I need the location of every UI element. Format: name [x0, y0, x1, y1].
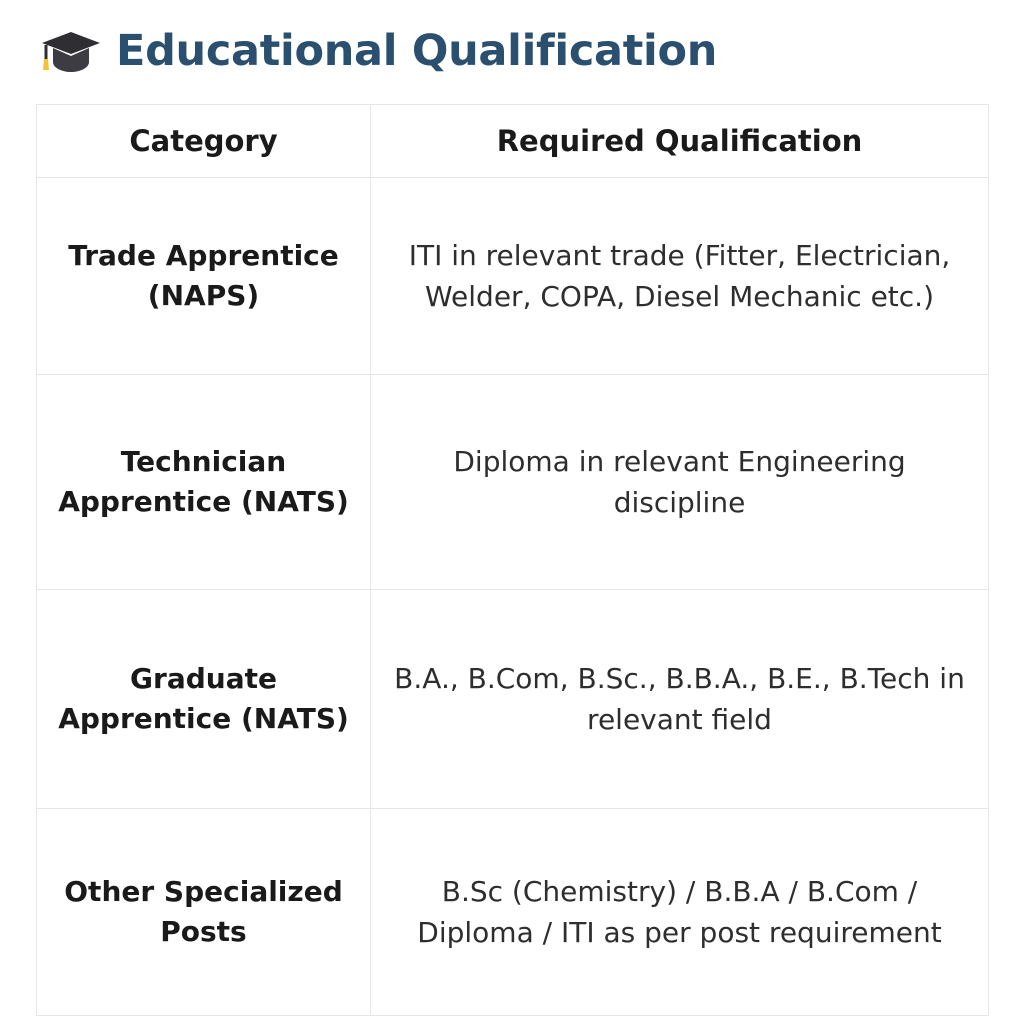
cell-category: Trade Apprentice (NAPS) — [37, 178, 371, 375]
qualification-table — [36, 104, 989, 1016]
table-row — [37, 809, 989, 1016]
table-header-row — [37, 105, 989, 178]
cell-qualification: B.A., B.Com, B.Sc., B.B.A., B.E., B.Tech in relevant field — [371, 590, 989, 809]
cell-qualification: ITI in relevant trade (Fitter, Electrician, Welder, COPA, Diesel Mechanic etc.) — [371, 178, 989, 375]
cell-category: Graduate Apprentice (NATS) — [37, 590, 371, 809]
cell-qualification: B.Sc (Chemistry) / B.B.A / B.Com / Diploma / ITI as per post requirement — [371, 809, 989, 1016]
table-row — [37, 178, 989, 375]
graduation-cap-icon — [40, 26, 102, 78]
cell-category: Other Specialized Posts — [37, 809, 371, 1016]
page-header — [40, 26, 988, 78]
page-title: Educational Qualification — [116, 26, 718, 77]
column-header-category: Category — [37, 105, 371, 178]
cell-category: Technician Apprentice (NATS) — [37, 375, 371, 590]
table-row — [37, 590, 989, 809]
column-header-qualification: Required Qualification — [371, 105, 989, 178]
table-row — [37, 375, 989, 590]
cell-qualification: Diploma in relevant Engineering discipline — [371, 375, 989, 590]
